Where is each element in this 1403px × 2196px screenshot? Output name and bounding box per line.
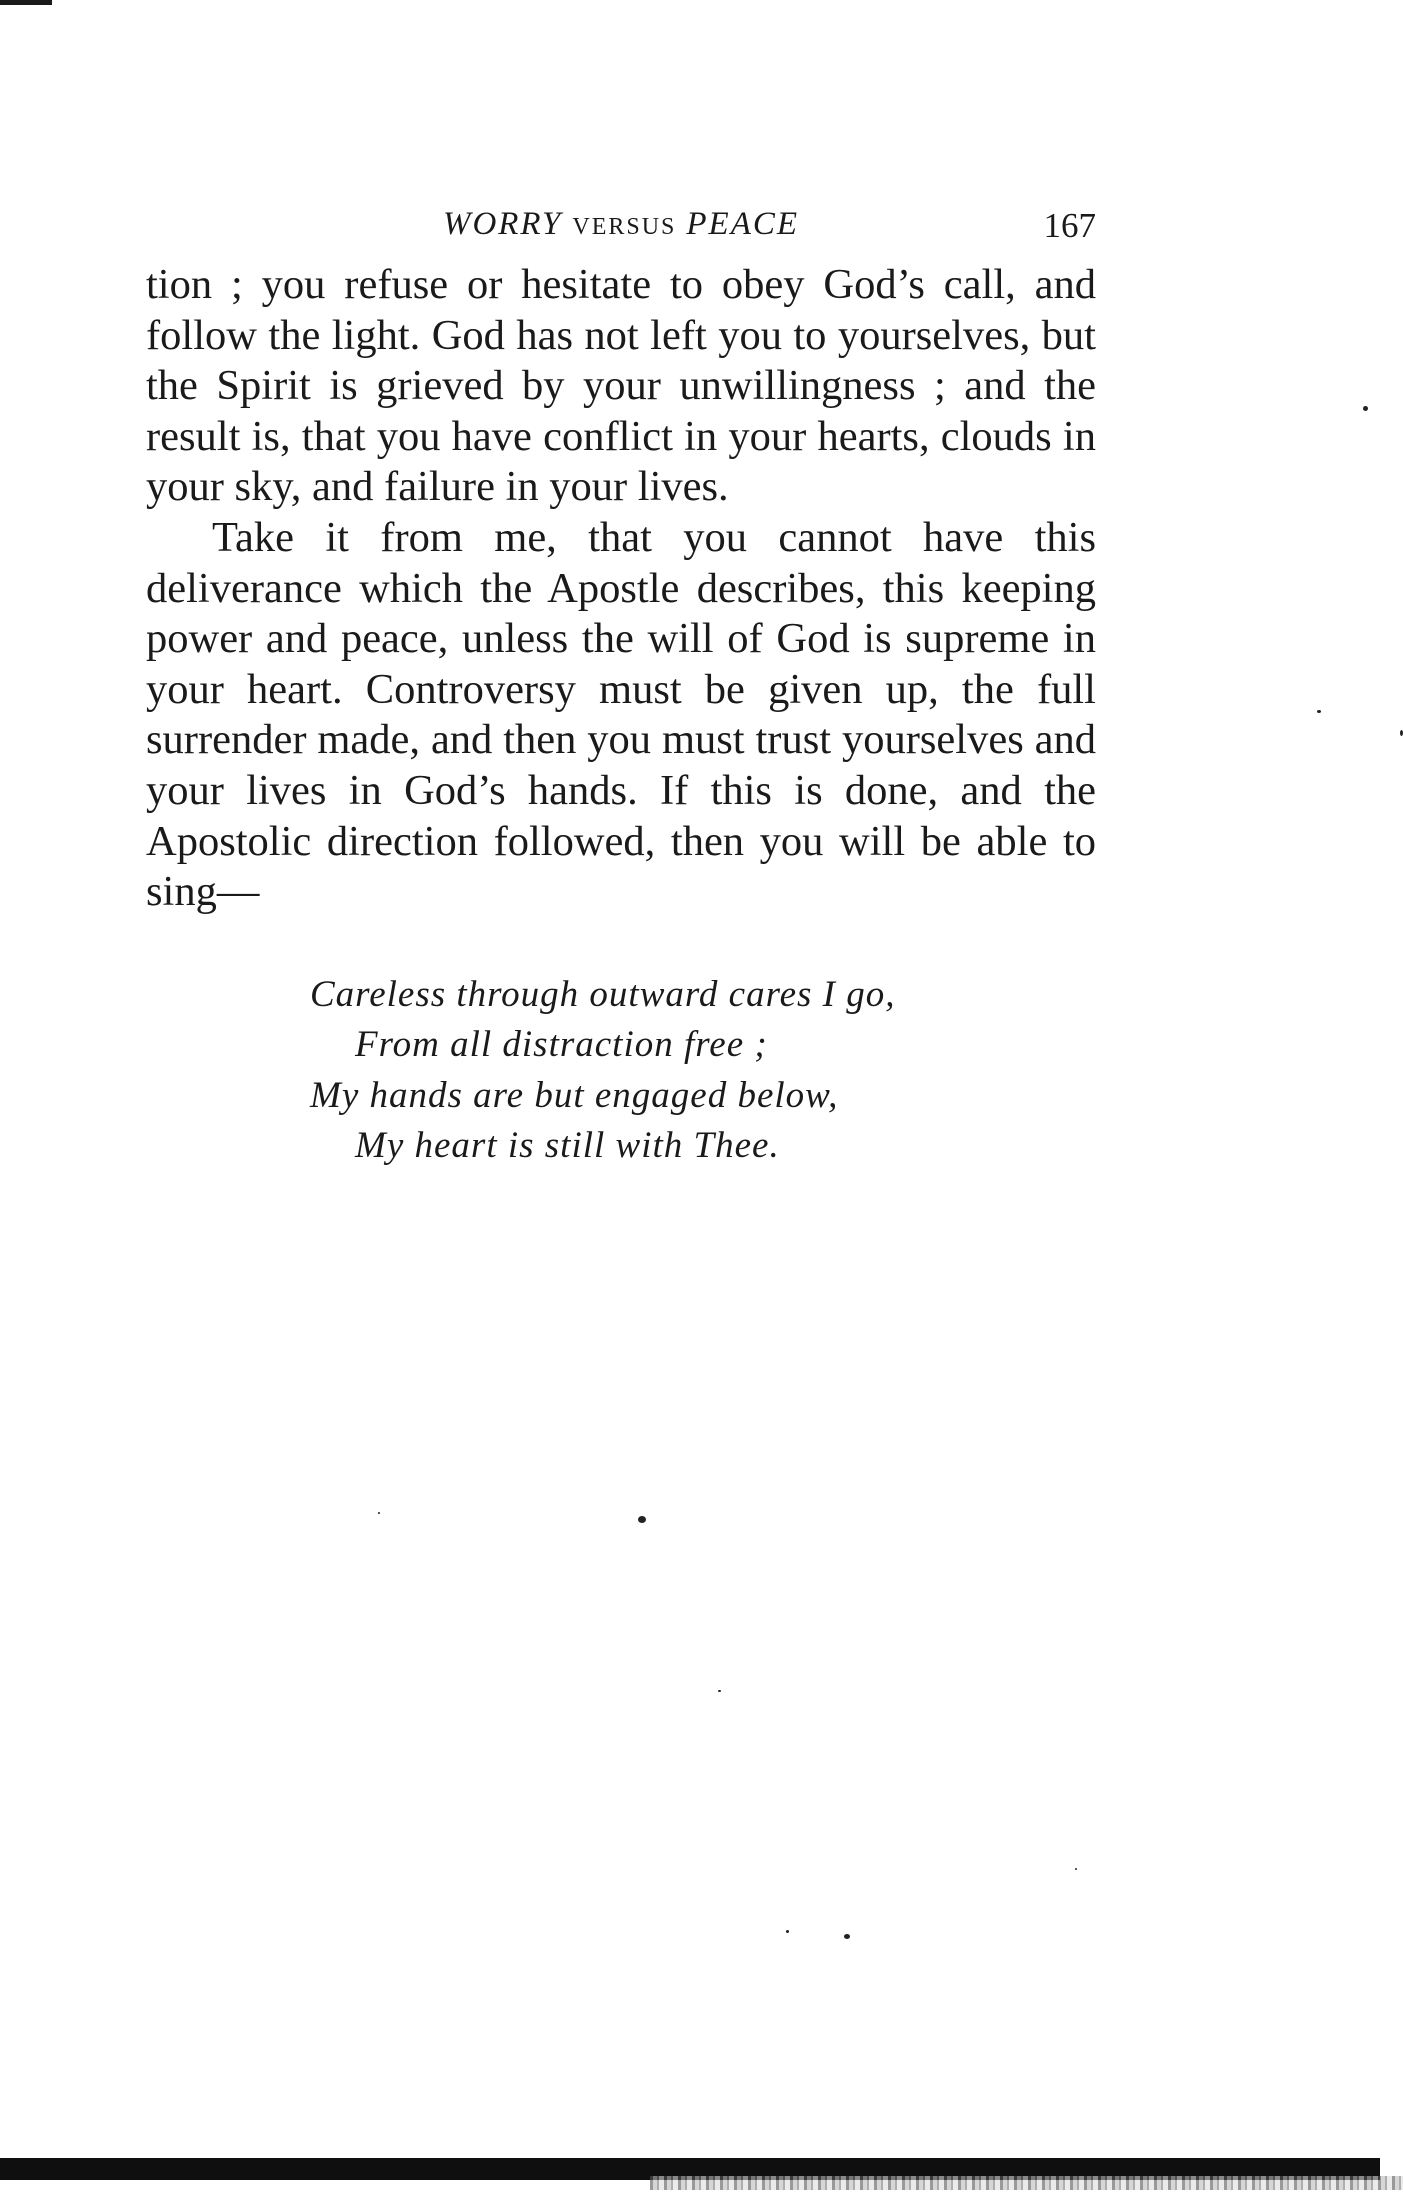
running-title — [146, 206, 1096, 243]
scan-speck — [1317, 710, 1321, 713]
running-title-versus: VERSUS — [572, 214, 677, 240]
poem-line-2: From all distraction free ; — [355, 1024, 768, 1066]
scan-speck — [638, 1516, 646, 1523]
poem-line-4: My heart is still with Thee. — [355, 1125, 780, 1167]
poem-line-1: Careless through outward cares I go, — [310, 973, 896, 1015]
paragraph-2: Take it from me, that you cannot have this deliverance which the Apostle describes, this keeping power and peace, unless the will of God is supreme in your heart. Controversy must be given up, the full surrender made, and then you must trust yourselves and your lives in God’s hands. If this is done, and the Apostolic direction followed, then you will be able to sing— — [146, 513, 1096, 916]
scan-speck — [1075, 1868, 1077, 1870]
scan-speck — [718, 1690, 721, 1692]
scan-speck — [844, 1934, 850, 1939]
scan-corner-mark — [0, 0, 52, 5]
scan-speck — [1363, 406, 1368, 411]
book-page — [146, 200, 1096, 1172]
scan-speck — [378, 1512, 380, 1514]
paragraph-1: tion ; you refuse or hesitate to obey God’s call, and follow the light. God has not left you to yourselves, but the Spirit is grieved by your unwillingness ; and the result is, that you have conflict in your hearts, clouds in your sky, and failure in your lives. — [146, 261, 1096, 511]
running-title-worry: WORRY — [442, 206, 563, 242]
scan-speck — [786, 1930, 789, 1933]
running-head — [146, 200, 1096, 260]
page-number: 167 — [1043, 206, 1096, 245]
scan-bottom-noise — [650, 2176, 1403, 2190]
poem-line-3: My hands are but engaged below, — [310, 1074, 839, 1116]
body-text — [146, 260, 1096, 918]
running-title-peace: PEACE — [686, 206, 800, 242]
poem-stanza — [310, 970, 1096, 1172]
